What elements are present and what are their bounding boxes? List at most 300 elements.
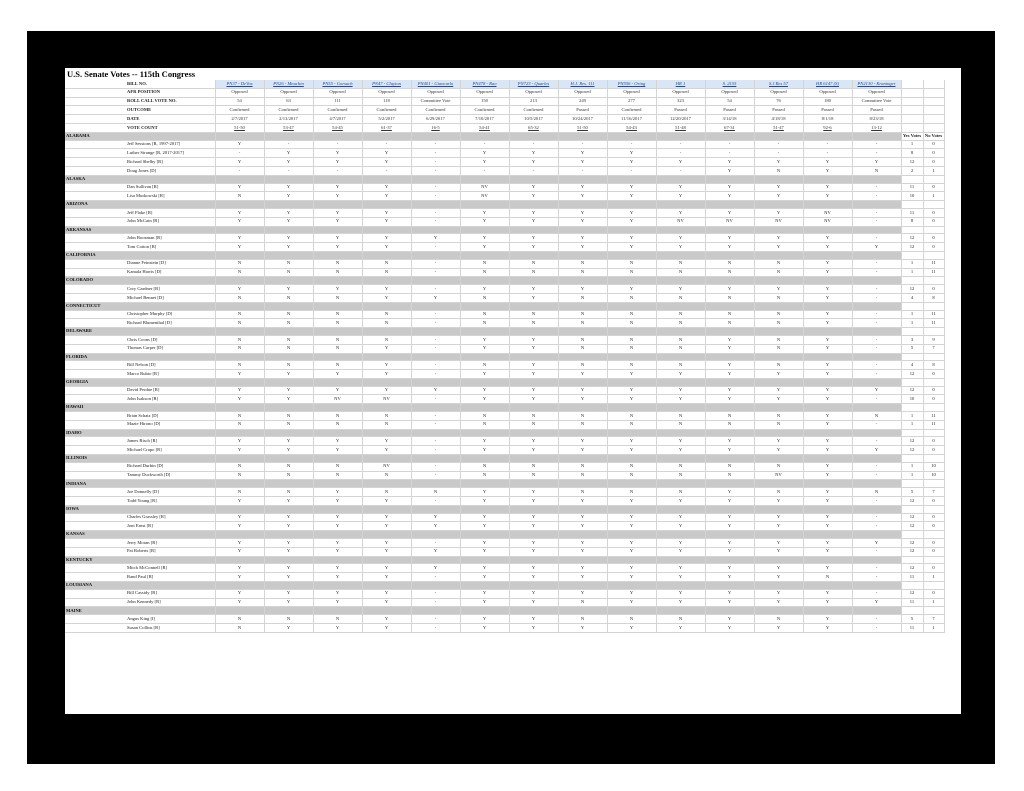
bill-link[interactable]: HR 6147 (S) xyxy=(803,80,852,88)
state-fill xyxy=(460,353,509,361)
vote-cell: - xyxy=(852,573,901,582)
header-value: 92-6 xyxy=(803,123,852,132)
bill-link[interactable]: PN55 - Gorsuch xyxy=(313,80,362,88)
bill-link[interactable]: HR 1 xyxy=(656,80,705,88)
vote-cell: Y xyxy=(607,386,656,395)
state-fill xyxy=(264,175,313,183)
state-fill xyxy=(705,378,754,386)
vote-cell: Y xyxy=(215,395,264,404)
state-fill xyxy=(411,480,460,488)
bill-link[interactable]: H.J. Res. 111 xyxy=(558,80,607,88)
totals-blank xyxy=(901,404,923,412)
state-fill xyxy=(362,353,411,361)
bill-link[interactable]: S. 2155 xyxy=(705,80,754,88)
vote-cell: Y xyxy=(803,471,852,480)
header-label: DATE xyxy=(65,115,215,124)
state-fill xyxy=(362,378,411,386)
vote-cell: Y xyxy=(607,497,656,506)
no-votes-count: 8 xyxy=(923,293,944,302)
senator-name: John Kennedy [R] xyxy=(65,598,215,607)
vote-cell: N xyxy=(215,192,264,201)
vote-cell: NV xyxy=(754,471,803,480)
state-fill xyxy=(852,226,901,234)
state-fill xyxy=(558,429,607,437)
vote-cell: Y xyxy=(705,513,754,522)
header-value: Opposed xyxy=(656,88,705,97)
state-fill xyxy=(264,378,313,386)
bill-link[interactable]: PN401 - Giancarlo xyxy=(411,80,460,88)
state-fill xyxy=(705,201,754,209)
state-row xyxy=(65,556,944,564)
vote-cell: Y xyxy=(460,615,509,624)
vote-cell: Y xyxy=(803,158,852,167)
state-fill xyxy=(411,556,460,564)
vote-cell: Y xyxy=(264,522,313,531)
senator-name: Jerry Moran [R] xyxy=(65,539,215,548)
vote-cell: - xyxy=(852,615,901,624)
header-value: 10/24/2017 xyxy=(558,115,607,124)
state-fill xyxy=(411,429,460,437)
state-fill xyxy=(607,302,656,310)
state-fill xyxy=(803,429,852,437)
header-value: 4/18/18 xyxy=(754,115,803,124)
vote-cell: Y xyxy=(558,539,607,548)
senator-row xyxy=(65,243,944,252)
vote-cell: N xyxy=(215,361,264,370)
header-value: 111 xyxy=(313,97,362,106)
vote-cell: Y xyxy=(509,564,558,573)
vote-cell: Y xyxy=(558,183,607,192)
state-fill xyxy=(558,582,607,590)
state-fill xyxy=(460,277,509,285)
state-fill xyxy=(705,455,754,463)
bill-link[interactable]: PN556 - Oring xyxy=(607,80,656,88)
header-value: 8/23/18 xyxy=(852,115,901,124)
totals-blank xyxy=(901,226,923,234)
header-value: 5/2/2017 xyxy=(362,115,411,124)
state-fill xyxy=(852,404,901,412)
state-row xyxy=(65,353,944,361)
senator-row xyxy=(65,437,944,446)
state-fill xyxy=(803,404,852,412)
state-name: IOWA xyxy=(65,505,215,513)
vote-cell: Y xyxy=(362,437,411,446)
state-fill xyxy=(509,328,558,336)
bill-link[interactable]: PN47 - Clayton xyxy=(362,80,411,88)
header-value: 150 xyxy=(460,97,509,106)
vote-cell: Y xyxy=(754,598,803,607)
state-fill xyxy=(754,175,803,183)
senator-name: Michael Bennet [D] xyxy=(65,293,215,302)
vote-cell: N xyxy=(313,293,362,302)
vote-cell: Y xyxy=(656,386,705,395)
state-fill xyxy=(754,455,803,463)
senator-row xyxy=(65,412,944,421)
vote-cell: Y xyxy=(754,522,803,531)
state-fill xyxy=(852,429,901,437)
senator-name: Mitch McConnell [R] xyxy=(65,564,215,573)
vote-cell: Y xyxy=(803,335,852,344)
state-fill xyxy=(215,607,264,615)
vote-cell: NV xyxy=(313,395,362,404)
vote-cell: Y xyxy=(803,547,852,556)
vote-cell: Y xyxy=(754,446,803,455)
no-votes-count: 10 xyxy=(923,462,944,471)
state-fill xyxy=(264,556,313,564)
state-fill xyxy=(264,328,313,336)
vote-cell: Y xyxy=(215,158,264,167)
vote-cell: N xyxy=(313,615,362,624)
no-votes-count: 0 xyxy=(923,522,944,531)
no-votes-count: 1 xyxy=(923,624,944,633)
vote-cell: N xyxy=(705,471,754,480)
vote-cell: N xyxy=(362,471,411,480)
state-fill xyxy=(803,251,852,259)
state-fill xyxy=(509,302,558,310)
vote-cell: Y xyxy=(264,564,313,573)
vote-cell: N xyxy=(264,615,313,624)
vote-cell: Y xyxy=(558,624,607,633)
state-fill xyxy=(607,480,656,488)
state-fill xyxy=(852,353,901,361)
header-value: 63 xyxy=(264,97,313,106)
state-fill xyxy=(558,404,607,412)
state-fill xyxy=(852,455,901,463)
state-fill xyxy=(558,353,607,361)
state-fill xyxy=(509,607,558,615)
yes-votes-count: 12 xyxy=(901,564,923,573)
state-fill xyxy=(754,505,803,513)
header-value: 213 xyxy=(509,97,558,106)
vote-cell: N xyxy=(264,310,313,319)
vote-cell: Y xyxy=(313,589,362,598)
vote-cell: - xyxy=(852,462,901,471)
vote-cell: Y xyxy=(411,547,460,556)
state-fill xyxy=(411,404,460,412)
vote-cell: Y xyxy=(705,395,754,404)
totals-blank xyxy=(923,556,944,564)
vote-cell: N xyxy=(656,268,705,277)
bill-link[interactable]: S.J.Res 57 xyxy=(754,80,803,88)
state-fill xyxy=(215,226,264,234)
vote-cell: - xyxy=(852,217,901,226)
totals-blank xyxy=(923,302,944,310)
vote-cell: N xyxy=(656,412,705,421)
vote-cell: Y xyxy=(313,446,362,455)
state-fill xyxy=(852,251,901,259)
senator-row xyxy=(65,158,944,167)
vote-cell: N xyxy=(215,471,264,480)
vote-cell: N xyxy=(754,166,803,175)
vote-cell: Y xyxy=(754,208,803,217)
state-fill xyxy=(607,531,656,539)
state-fill xyxy=(509,378,558,386)
vote-cell: Y xyxy=(803,234,852,243)
senator-row xyxy=(65,293,944,302)
vote-cell: N xyxy=(264,412,313,421)
state-fill xyxy=(460,556,509,564)
vote-cell: NV xyxy=(656,217,705,226)
header-value: Passed xyxy=(705,106,754,115)
bill-link[interactable]: PN723 - Quarles xyxy=(509,80,558,88)
vote-cell: - xyxy=(411,395,460,404)
state-fill xyxy=(313,132,362,140)
vote-cell: Y xyxy=(215,370,264,379)
vote-cell: Y xyxy=(607,234,656,243)
yes-votes-count: 5 xyxy=(901,344,923,353)
vote-cell: N xyxy=(509,412,558,421)
no-votes-count: 0 xyxy=(923,564,944,573)
vote-cell: Y xyxy=(705,547,754,556)
vote-cell: Y xyxy=(705,446,754,455)
vote-cell: Y xyxy=(460,573,509,582)
state-fill xyxy=(362,531,411,539)
state-row xyxy=(65,175,944,183)
vote-cell: N xyxy=(607,488,656,497)
vote-cell: Y xyxy=(803,615,852,624)
vote-cell: N xyxy=(362,259,411,268)
senator-name: Mazie Hirono [D] xyxy=(65,420,215,429)
senator-name: Joe Donnelly [D] xyxy=(65,488,215,497)
state-row xyxy=(65,455,944,463)
state-name: INDIANA xyxy=(65,480,215,488)
header-value: 61-37 xyxy=(362,123,411,132)
state-fill xyxy=(264,353,313,361)
vote-cell: Y xyxy=(362,293,411,302)
vote-cell: Y xyxy=(313,192,362,201)
state-fill xyxy=(460,531,509,539)
vote-cell: Y xyxy=(705,234,754,243)
header-value: Confirmed xyxy=(313,106,362,115)
senator-name: Jeff Sessions [R, 1997-2017] xyxy=(65,140,215,149)
vote-cell: Y xyxy=(558,386,607,395)
vote-cell: N xyxy=(460,310,509,319)
vote-cell: Y xyxy=(313,497,362,506)
vote-cell: Y xyxy=(264,183,313,192)
vote-cell: N xyxy=(656,420,705,429)
vote-cell: Y xyxy=(705,386,754,395)
vote-cell: N xyxy=(313,412,362,421)
state-fill xyxy=(754,302,803,310)
vote-cell: N xyxy=(607,412,656,421)
vote-cell: - xyxy=(852,208,901,217)
state-fill xyxy=(656,429,705,437)
header-value: 76 xyxy=(754,97,803,106)
vote-cell: Y xyxy=(705,344,754,353)
no-votes-count: 0 xyxy=(923,437,944,446)
vote-cell: N xyxy=(607,361,656,370)
yes-votes-count: 12 xyxy=(901,589,923,598)
vote-cell: Y xyxy=(803,412,852,421)
state-fill xyxy=(852,132,901,140)
vote-cell: Y xyxy=(803,513,852,522)
vote-cell: N xyxy=(411,488,460,497)
state-fill xyxy=(313,353,362,361)
state-fill xyxy=(411,607,460,615)
vote-cell: Y xyxy=(656,395,705,404)
header-row xyxy=(65,123,944,132)
vote-cell: Y xyxy=(313,234,362,243)
vote-cell: Y xyxy=(803,522,852,531)
vote-cell: - xyxy=(852,420,901,429)
senator-name: Todd Young [R] xyxy=(65,497,215,506)
vote-cell: Y xyxy=(460,335,509,344)
senator-row xyxy=(65,564,944,573)
vote-cell: N xyxy=(607,344,656,353)
vote-cell: N xyxy=(215,268,264,277)
vote-cell: N xyxy=(558,344,607,353)
vote-cell: Y xyxy=(509,335,558,344)
state-fill xyxy=(215,455,264,463)
senator-name: Chris Coons [D] xyxy=(65,335,215,344)
state-fill xyxy=(656,277,705,285)
vote-cell: Y xyxy=(754,624,803,633)
vote-cell: Y xyxy=(705,183,754,192)
vote-cell: Y xyxy=(705,589,754,598)
header-value: Passed xyxy=(852,106,901,115)
vote-cell: - xyxy=(852,564,901,573)
state-row xyxy=(65,607,944,615)
state-fill xyxy=(607,353,656,361)
totals-blank xyxy=(923,505,944,513)
no-votes-count: 0 xyxy=(923,539,944,548)
vote-cell: - xyxy=(411,344,460,353)
vote-cell: Y xyxy=(264,386,313,395)
vote-cell: - xyxy=(852,370,901,379)
totals-blank xyxy=(901,607,923,615)
vote-cell: N xyxy=(754,361,803,370)
vote-cell: - xyxy=(558,140,607,149)
vote-cell: Y xyxy=(656,208,705,217)
state-name: CALIFORNIA xyxy=(65,251,215,259)
state-fill xyxy=(607,505,656,513)
bill-link[interactable]: PN478 - Rao xyxy=(460,80,509,88)
vote-cell: Y xyxy=(656,497,705,506)
vote-cell: Y xyxy=(607,564,656,573)
vote-cell: N xyxy=(264,259,313,268)
no-votes-count: 0 xyxy=(923,446,944,455)
vote-cell: Y xyxy=(313,386,362,395)
vote-cell: - xyxy=(411,192,460,201)
no-votes-count: 0 xyxy=(923,513,944,522)
totals-blank xyxy=(901,123,923,132)
vote-cell: Y xyxy=(607,522,656,531)
state-fill xyxy=(215,353,264,361)
state-fill xyxy=(215,175,264,183)
no-votes-count: 0 xyxy=(923,370,944,379)
vote-cell: Y xyxy=(460,539,509,548)
state-fill xyxy=(656,175,705,183)
vote-cell: N xyxy=(607,319,656,328)
state-fill xyxy=(754,277,803,285)
vote-cell: N xyxy=(362,268,411,277)
vote-cell: Y xyxy=(460,285,509,294)
header-value: 54-45 xyxy=(313,123,362,132)
state-fill xyxy=(852,505,901,513)
totals-blank xyxy=(901,429,923,437)
vote-cell: Y xyxy=(656,589,705,598)
state-fill xyxy=(264,607,313,615)
header-value: Opposed xyxy=(558,88,607,97)
state-fill xyxy=(362,404,411,412)
vote-cell: Y xyxy=(558,437,607,446)
bill-link[interactable]: PN26 - Mnuchin xyxy=(264,80,313,88)
header-value: 54 xyxy=(215,97,264,106)
header-value: Passed xyxy=(803,106,852,115)
vote-cell: Y xyxy=(362,573,411,582)
totals-blank xyxy=(923,97,944,106)
state-fill xyxy=(754,353,803,361)
state-fill xyxy=(509,251,558,259)
state-fill xyxy=(607,556,656,564)
vote-cell: Y xyxy=(656,183,705,192)
totals-blank xyxy=(923,277,944,285)
header-row xyxy=(65,106,944,115)
state-fill xyxy=(705,480,754,488)
state-fill xyxy=(460,328,509,336)
state-fill xyxy=(460,480,509,488)
vote-cell: - xyxy=(411,166,460,175)
vote-cell: Y xyxy=(558,208,607,217)
state-fill xyxy=(803,582,852,590)
state-row xyxy=(65,480,944,488)
vote-cell: - xyxy=(852,589,901,598)
vote-cell: Y xyxy=(705,522,754,531)
vote-cell: N xyxy=(460,412,509,421)
totals-blank xyxy=(901,277,923,285)
vote-cell: Y xyxy=(558,192,607,201)
state-fill xyxy=(313,556,362,564)
vote-cell: - xyxy=(411,573,460,582)
state-fill xyxy=(362,582,411,590)
vote-cell: - xyxy=(852,547,901,556)
senator-name: James Risch [R] xyxy=(65,437,215,446)
header-value: 54-41 xyxy=(460,123,509,132)
state-fill xyxy=(215,302,264,310)
header-value: 53-47 xyxy=(264,123,313,132)
state-fill xyxy=(411,328,460,336)
totals-blank xyxy=(901,97,923,106)
bill-link[interactable]: PN2130 - Kraninger xyxy=(852,80,901,88)
vote-cell: Y xyxy=(215,446,264,455)
yes-votes-count: 3 xyxy=(901,335,923,344)
senator-row xyxy=(65,488,944,497)
vote-cell: Y xyxy=(754,386,803,395)
state-fill xyxy=(607,201,656,209)
state-fill xyxy=(509,201,558,209)
vote-cell: N xyxy=(705,259,754,268)
state-fill xyxy=(264,429,313,437)
vote-cell: N xyxy=(215,412,264,421)
senator-row xyxy=(65,497,944,506)
state-fill xyxy=(705,531,754,539)
vote-cell: - xyxy=(607,166,656,175)
vote-cell: N xyxy=(607,462,656,471)
vote-cell: Y xyxy=(607,285,656,294)
yes-votes-count: 1 xyxy=(901,259,923,268)
bill-link[interactable]: PN37 - DeVos xyxy=(215,80,264,88)
state-fill xyxy=(411,251,460,259)
senator-row xyxy=(65,513,944,522)
totals-blank xyxy=(901,328,923,336)
senator-name: Michael Crapo [R] xyxy=(65,446,215,455)
vote-cell: N xyxy=(705,268,754,277)
senator-name: Richard Durbin [D] xyxy=(65,462,215,471)
state-fill xyxy=(509,455,558,463)
state-fill xyxy=(558,175,607,183)
vote-cell: Y xyxy=(656,192,705,201)
totals-blank xyxy=(901,582,923,590)
